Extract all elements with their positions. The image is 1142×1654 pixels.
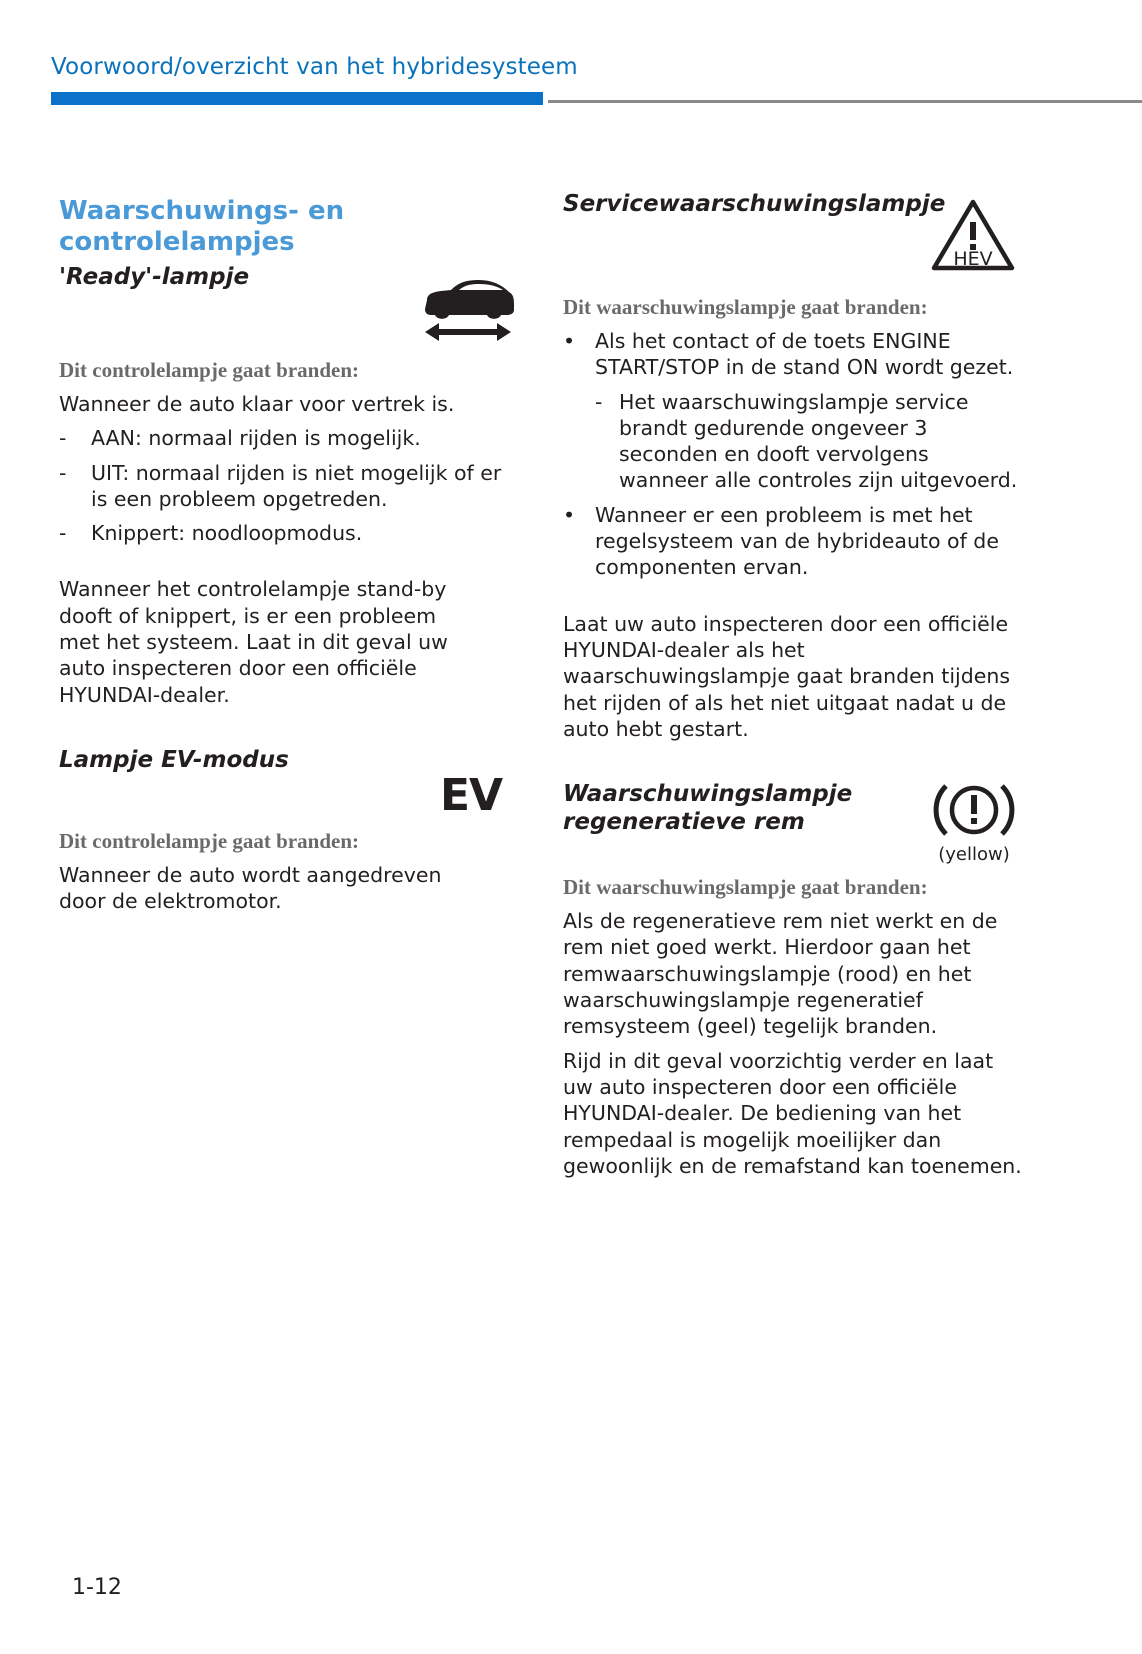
service-lamp-title: Servicewaarschuwingslampje	[563, 191, 946, 217]
list-item: - AAN: normaal rijden is mogelijk.	[59, 426, 421, 451]
svg-text:HEV: HEV	[953, 248, 993, 270]
list-item: • Als het contact of de toets ENGINE START/STOP in de stand ON wordt gezet. - Het waarschuwingslampje service brandt gedurende ongeveer 3 seconden en dooft vervolgens wanneer alle controles zijn uitgevoerd.	[563, 328, 1023, 494]
car-ready-arrows-icon	[421, 276, 515, 344]
list-item: • Wanneer er een probleem is met het regelsysteem van de hybrideauto of de componenten ervan.	[563, 502, 999, 580]
header-rule	[548, 100, 1142, 103]
ev-lamp-title: Lampje EV-modus	[59, 746, 289, 773]
regen-brake-lead: Dit waarschuwingslampje gaat branden:	[563, 875, 928, 900]
section-title-line2: controlelampjes	[59, 227, 295, 257]
ev-lamp-lead: Dit controlelampje gaat branden:	[59, 828, 359, 853]
ready-lamp-intro: Wanneer de auto klaar voor vertrek is.	[59, 392, 455, 416]
ready-lamp-lead: Dit controlelampje gaat branden:	[59, 358, 359, 382]
ready-lamp-title: 'Ready'-lampje	[59, 264, 250, 290]
ready-lamp-note: Wanneer het controlelampje stand-by dooft of knippert, is er een probleem met het systeem. Laat in dit geval uw auto inspecteren door een officiële HYUNDAI-dealer.	[59, 577, 448, 707]
section-title	[59, 196, 514, 258]
regen-brake-title: Waarschuwingslampje regeneratieve rem	[563, 781, 853, 836]
regenerative-brake-warning-icon	[932, 780, 1016, 870]
list-item: - Knippert: noodloopmodus.	[59, 521, 363, 546]
header-accent-bar	[51, 92, 543, 105]
ev-lamp-text: Wanneer de auto wordt aangedreven door de elektromotor.	[59, 862, 442, 914]
right-column	[563, 190, 1023, 1179]
service-lamp-lead: Dit waarschuwingslampje gaat branden:	[563, 295, 928, 319]
icon-caption-yellow: (yellow)	[938, 844, 1010, 865]
list-item: - Het waarschuwingslampje service brandt gedurende ongeveer 3 seconden en dooft vervolgens wanneer alle controles zijn uitgevoerd.	[595, 389, 1018, 493]
list-item: - UIT: normaal rijden is niet mogelijk of er is een probleem opgetreden.	[59, 460, 502, 511]
regen-brake-para1: Als de regeneratieve rem niet werkt en de rem niet goed werkt. Hierdoor gaan het remwaarschuwingslampje (rood) en het waarschuwingslampje regeneratief remsysteem (geel) tegelijk branden.	[563, 909, 998, 1039]
ready-lamp-states	[59, 425, 514, 546]
section-title-line1: Waarschuwings- en	[59, 196, 345, 226]
service-lamp-conditions	[563, 328, 1023, 581]
chapter-header-title: Voorwoord/overzicht van het hybridesysteem	[51, 54, 578, 80]
regen-brake-para2: Rijd in dit geval voorzichtig verder en laat uw auto inspecteren door een officiële HYUNDAI-dealer. De bediening van het rempedaal is mogelijk moeilijker dan gewoonlijk en de remafstand kan toenemen.	[563, 1048, 1022, 1178]
page-number: 1-12	[72, 1575, 122, 1600]
service-lamp-note: Laat uw auto inspecteren door een officiële HYUNDAI-dealer als het waarschuwingslampje gaat branden tijdens het rijden of als het niet uitgaat nadat u de auto hebt gestart.	[563, 611, 1011, 741]
hev-warning-triangle-icon	[930, 198, 1016, 274]
ev-mode-icon: EV	[440, 770, 503, 821]
